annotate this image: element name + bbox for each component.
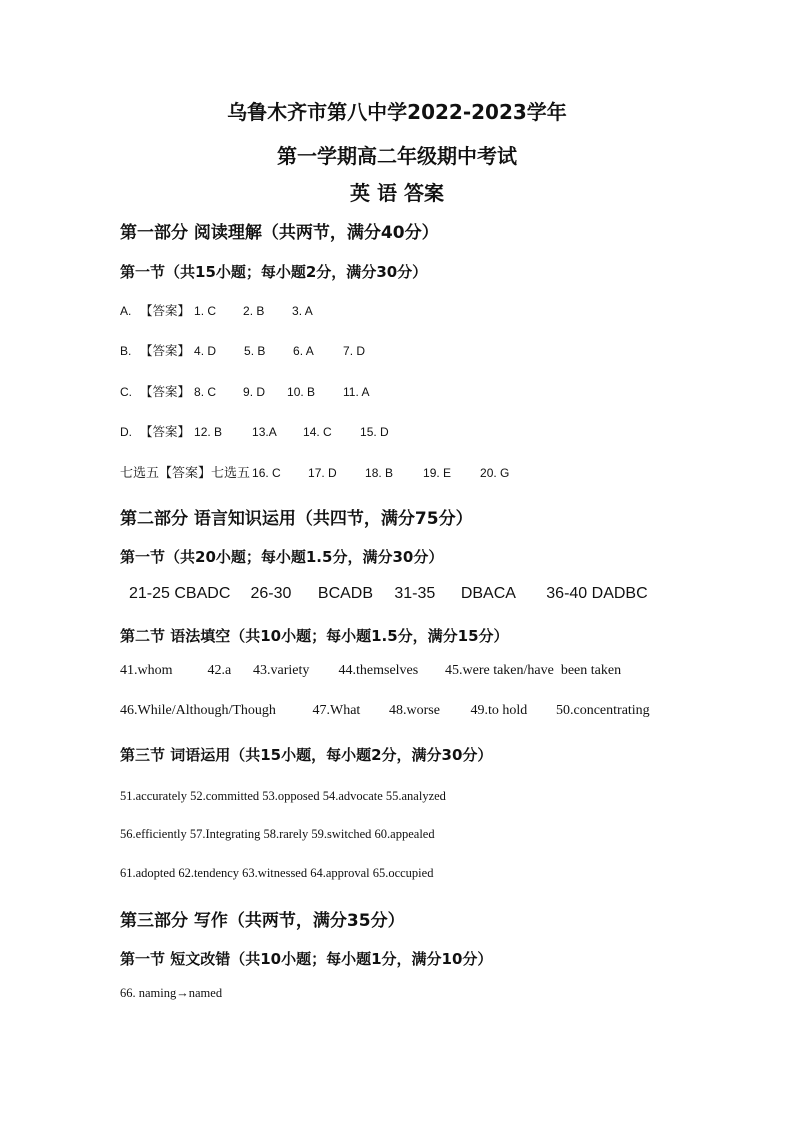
answer-item: 10. B	[287, 385, 316, 399]
answer-group: DBACA	[460, 585, 516, 602]
row-letter: A.	[120, 304, 132, 318]
exam-title-line3: 英 语 答案	[350, 181, 444, 205]
answer-item: 50.concentrating	[556, 703, 650, 718]
answer-item: 3. A	[292, 304, 313, 318]
answer-item: 41.whom	[120, 663, 173, 678]
answer-tag: 【答案】	[140, 343, 191, 358]
answer-item: 49.to hold	[470, 703, 528, 718]
answer-item: 9. D	[243, 385, 266, 399]
answer-group: 26-30	[250, 585, 292, 602]
answer-item: 14. C	[303, 425, 332, 439]
answer-item: 44.themselves	[338, 663, 419, 678]
answer-row-a	[120, 301, 313, 319]
exam-title-line1: 乌鲁木齐市第八中学2022-2023学年	[227, 100, 567, 124]
answer-tag: 【答案】	[140, 384, 191, 399]
answer-item: 43.variety	[253, 663, 310, 678]
part3-heading: 第三部分 写作（共两节，满分35分）	[120, 911, 405, 931]
answer-item: 17. D	[308, 466, 337, 480]
answer-item: 11. A	[343, 385, 370, 399]
cloze-answers-row	[129, 585, 648, 603]
answer-item: 2. B	[243, 304, 265, 318]
answer-group: 36-40 DADBC	[546, 585, 648, 602]
row-letter: D.	[120, 425, 132, 439]
answer-group: BCADB	[317, 585, 374, 602]
answer-item: 12. B	[194, 425, 223, 439]
answer-item: 6. A	[293, 344, 314, 358]
answer-tag: 【答案】	[140, 424, 191, 439]
answer-item: 7. D	[343, 344, 366, 358]
answer-group: 21-25 CBADC	[129, 585, 231, 602]
answer-item: 47.What	[312, 703, 361, 718]
answer-item: 20. G	[480, 466, 510, 480]
answer-item: 4. D	[194, 344, 217, 358]
answer-item: 48.worse	[389, 703, 440, 718]
part2-heading: 第二部分 语言知识运用（共四节，满分75分）	[120, 509, 473, 529]
part1-heading: 第一部分 阅读理解（共两节，满分40分）	[120, 223, 439, 243]
error-correction-item-66: 66. naming→named	[120, 986, 223, 1000]
answer-item: 15. D	[360, 425, 389, 439]
answer-group: 31-35	[394, 585, 436, 602]
vocab-answers-row2: 56.efficiently 57.Integrating 58.rarely 59.switched 60.appealed	[120, 827, 435, 841]
answer-row-seven-five	[120, 462, 509, 481]
row-letter: B.	[120, 344, 132, 358]
answer-item: 19. E	[423, 466, 452, 480]
answer-row-d	[120, 422, 389, 440]
answer-item: 8. C	[194, 385, 217, 399]
grammar-answers-row1	[120, 663, 621, 679]
answer-item: 42.a	[207, 663, 232, 678]
answer-item: 5. B	[244, 344, 266, 358]
row-letter: C.	[120, 385, 132, 399]
vocab-answers-row3: 61.adopted 62.tendency 63.witnessed 64.approval 65.occupied	[120, 866, 434, 880]
answer-item: 45.were taken/have been taken	[445, 663, 622, 678]
answer-row-b	[120, 341, 365, 359]
grammar-answers-row2	[120, 703, 650, 719]
answer-item: 13.A	[252, 425, 277, 439]
answer-item: 16. C	[252, 466, 281, 480]
part2-section2-heading: 第二节 语法填空（共10小题；每小题1.5分，满分15分）	[120, 627, 509, 645]
answer-tag: 【答案】	[140, 303, 191, 318]
part2-section3-heading: 第三节 词语运用（共15小题，每小题2分，满分30分）	[120, 746, 493, 764]
exam-title-line2: 第一学期高二年级期中考试	[277, 144, 517, 168]
answer-item: 46.While/Although/Though	[120, 703, 276, 718]
part1-section1-heading: 第一节（共15小题；每小题2分，满分30分）	[120, 263, 428, 281]
answer-item: 18. B	[365, 466, 394, 480]
seven-five-prefix: 七选五【答案】七选五	[120, 466, 251, 481]
answer-item: 1. C	[194, 304, 217, 318]
vocab-answers-row1: 51.accurately 52.committed 53.opposed 54.advocate 55.analyzed	[120, 789, 446, 803]
part2-section1-heading: 第一节（共20小题；每小题1.5分，满分30分）	[120, 548, 444, 566]
answer-row-c	[120, 382, 369, 400]
part3-section1-heading: 第一节 短文改错（共10小题；每小题1分，满分10分）	[120, 950, 493, 968]
